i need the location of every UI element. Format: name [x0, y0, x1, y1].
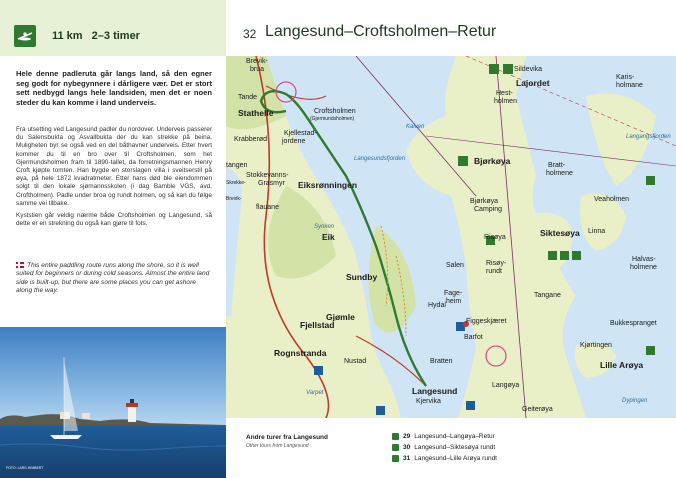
kayak-icon — [392, 444, 399, 451]
map-label: Bukkespranget — [610, 320, 657, 327]
map-label: Langesund — [412, 386, 458, 396]
map-label: tangen — [226, 162, 248, 169]
map-label: (Gjermundsholmen) — [310, 116, 355, 122]
map-label: Bjørkøya — [470, 198, 498, 205]
map-label: Nustad — [344, 358, 367, 365]
map-label: Figgeskjæret — [466, 318, 507, 325]
map-label: Bratt- — [548, 162, 566, 169]
map-label: Lajordet — [516, 78, 550, 88]
map-label: holmen — [494, 98, 517, 105]
map-label: Linna — [588, 228, 606, 235]
kayak-icon — [392, 455, 399, 462]
map-label: Bjørkøya — [474, 156, 511, 166]
map-label: Kjørtingen — [580, 342, 612, 349]
map-label: Fage- — [444, 290, 463, 297]
map-label: Brevik- — [246, 58, 268, 65]
map-label: Geiterøya — [522, 406, 553, 413]
map-label: Lille Arøya — [600, 360, 644, 370]
map-label: Fjellstad — [300, 320, 335, 330]
map-label: Croftsholmen — [314, 108, 356, 115]
map-label: Brevik- — [226, 196, 242, 202]
map-label: Dypingen — [622, 398, 648, 404]
route-meta — [52, 30, 146, 42]
map-label: Gjømle — [326, 312, 355, 322]
map-label: Grasmyr — [258, 180, 285, 187]
map-label: Varpet — [306, 390, 324, 396]
intro-text: Hele denne padleruta går langs land, så den egner seg godt for nybegynnere i dårligere vær. Det er stort sett nedbygd langs hele landsiden, men det er noen steder du kan komme i land underveis. — [16, 69, 212, 107]
map-label: Langesundsfjorden — [354, 156, 406, 162]
other-tours-title: Andre turer fra Langesund — [246, 434, 328, 441]
tour-link[interactable]: 30 Langesund–Siktesøya rundt — [392, 443, 497, 453]
map-label: Skrekke- — [226, 180, 246, 186]
map-label: Stathelle — [238, 108, 274, 118]
other-tours-list — [392, 432, 497, 465]
map-label: Eiksrønningen — [298, 180, 358, 190]
map-label: Karis- — [616, 74, 635, 81]
map-label: Hydal — [428, 302, 446, 309]
map-label: Kjervika — [416, 398, 441, 405]
lighthouse-photo — [0, 327, 226, 478]
map-label: jordene — [282, 138, 306, 145]
map-label: Hest- — [496, 90, 513, 97]
left-column — [0, 0, 226, 478]
map-label: Salen — [446, 262, 464, 269]
map-label: Synken — [314, 224, 335, 230]
map-label: Tangane — [534, 292, 561, 299]
english-text: This entire paddling route runs along the shore, so it is well suited for beginners or during cold seasons. Almost the entire land side is built-up, but there are some places you can get ashore along the way. — [16, 262, 210, 295]
map-label: Siktesøya — [540, 228, 580, 238]
uk-flag-icon — [16, 262, 24, 268]
route-duration: 2–3 timer — [91, 30, 140, 42]
map-label: Risøy- — [486, 260, 507, 267]
map-label: brua — [250, 66, 265, 73]
map-label: Sildevika — [514, 66, 543, 73]
photo-credit: FOTO: LARS HIMBERT — [6, 466, 44, 470]
map-label: Langøya — [492, 382, 520, 389]
map-label: Bratten — [430, 358, 453, 365]
map-label: flauane — [256, 204, 279, 211]
route-number: 32 — [243, 27, 257, 41]
map-label: Kjellestad- — [284, 130, 317, 137]
route-distance: 11 km — [52, 30, 83, 42]
map-label: Sundby — [346, 272, 378, 282]
map-label: rundt — [486, 268, 502, 275]
map-label: Tande — [238, 94, 258, 101]
map-label: Stokkevanns- — [246, 172, 289, 179]
map-label: heim — [446, 298, 462, 305]
body-paragraph: Kyststien går veldig nærme både Croftsholmen og Langesund, så dette er en strekning du også kan gjøre til fots. — [16, 212, 212, 228]
body-text — [16, 126, 212, 232]
map-label: Barfot — [464, 334, 483, 341]
tour-link[interactable]: 31 Langesund–Lille Arøya rundt — [392, 454, 497, 464]
tour-link[interactable]: 29 Langesund–Langøya–Retur — [392, 432, 497, 442]
map-label: holmene — [546, 170, 573, 177]
map-label: holmene — [630, 264, 657, 271]
map-label: Camping — [474, 206, 503, 213]
map-label: Krabberød — [234, 136, 268, 143]
map-label: Langangsfjorden — [626, 134, 671, 140]
kayak-icon — [392, 433, 399, 440]
map-label: Rognstranda — [274, 348, 327, 358]
english-summary — [16, 262, 212, 296]
route-map[interactable] — [226, 56, 676, 418]
map-label: Veaholmen — [594, 196, 630, 203]
body-paragraph: Fra utsetting ved Langesund padler du nordover. Underveis passerer du Salensbukta og Asvallbukta der du kan strekke på beina. Muligheten byr se også ved en del båthavner underveis. Etter hvert kommer du til en bro over til Croftsholmen, som het Gjermundsholmen fram til 1890-tallet, da forretningsmannen Henry Croft kjøpte tomten. Han bygde en storslagen villa i sveitserstil på øya, på hele 1872 kvadratmeter. Etter hans død ble eiendommen solgt til den lokale sjømannsskolen (i dag Bamble VGS, avd. Croftholmen). Padle under broa og rundt holmen, og så kan du følge samme vei tilbake. — [16, 126, 212, 207]
map-label: Risøya — [484, 234, 506, 241]
map-label: Eik — [322, 232, 335, 242]
kayak-icon — [14, 25, 36, 47]
other-tours-subtitle: Other tours from Langesund — [246, 443, 309, 449]
map-label: Kalven — [406, 124, 425, 130]
map-label: Halvas- — [632, 256, 656, 263]
page-title: Langesund–Croftsholmen–Retur — [265, 23, 497, 40]
map-label: holmane — [616, 82, 643, 89]
